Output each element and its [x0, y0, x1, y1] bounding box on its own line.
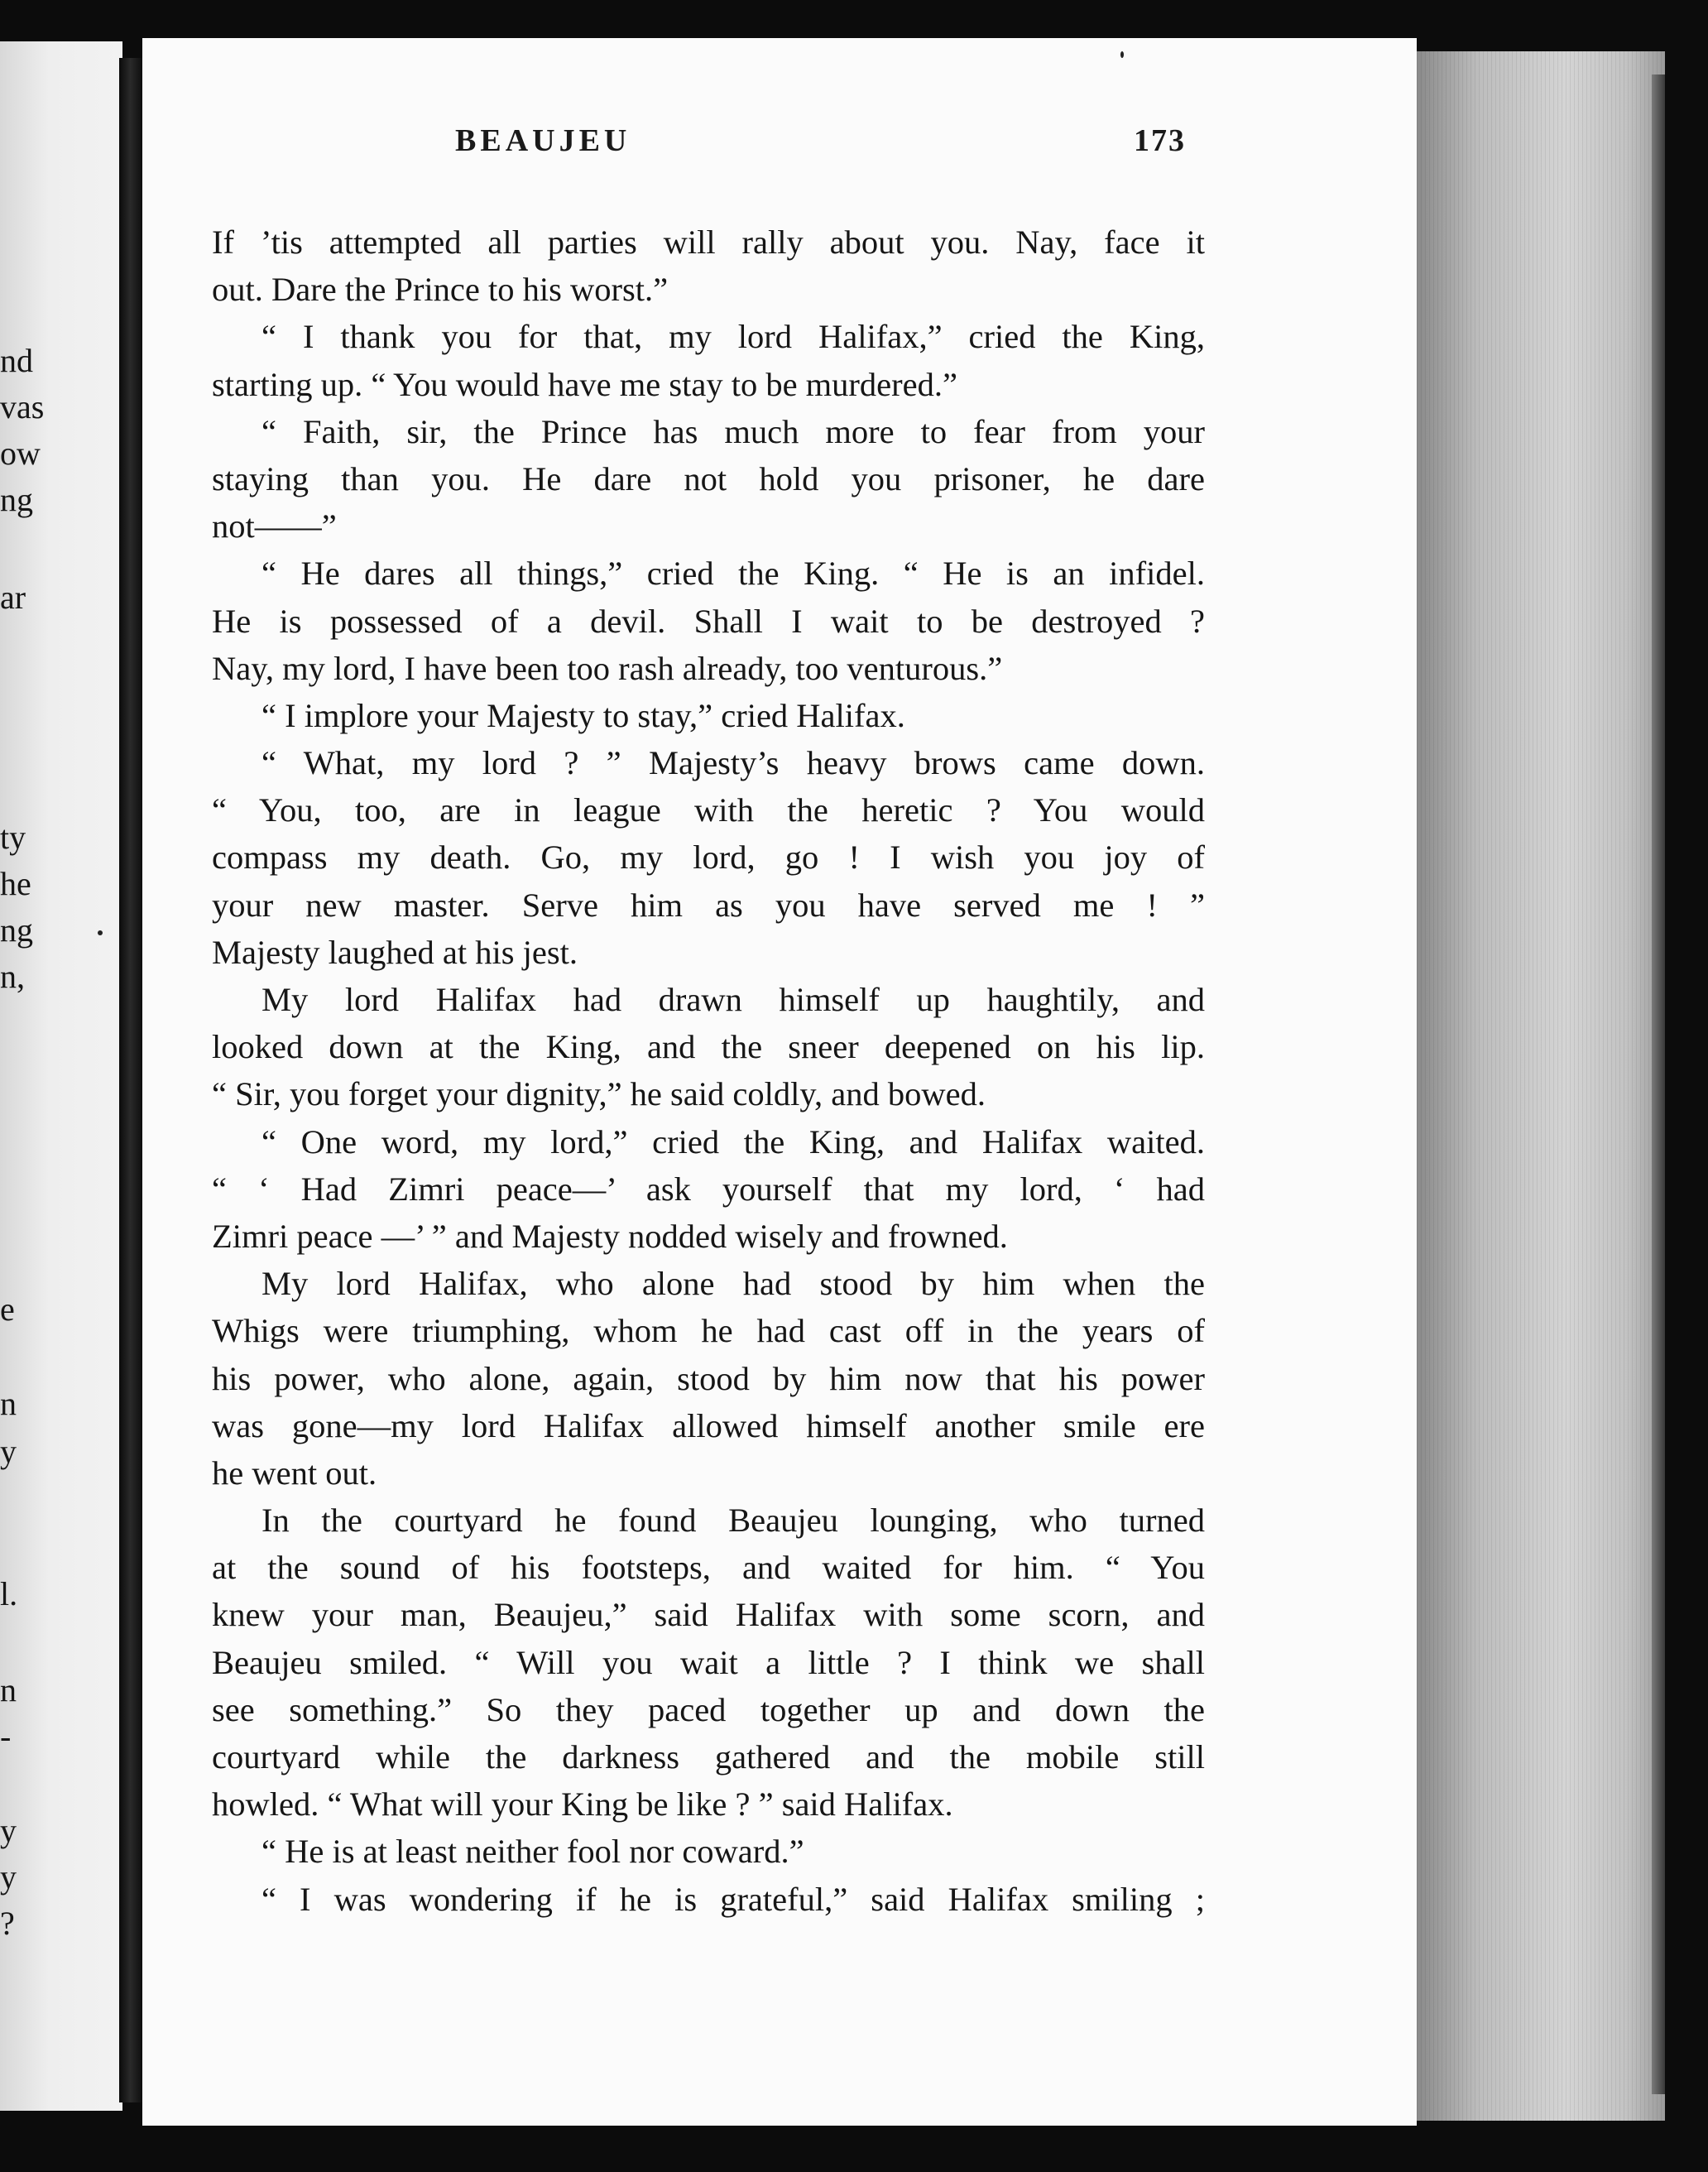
- facing-page-text: y: [0, 1812, 17, 1849]
- facing-page-text: -: [0, 1718, 12, 1755]
- text-line: “ He is at least neither fool nor coward.”: [261, 1833, 804, 1871]
- text-line: “ ‘ Had Zimri peace—’ ask yourself that my lord, ‘ had: [212, 1170, 1205, 1208]
- facing-page-text: he: [0, 865, 31, 902]
- text-line: Beaujeu smiled. “ Will you wait a little ? I think we shall: [212, 1643, 1205, 1681]
- text-line: “ One word, my lord,” cried the King, and Halifax waited.: [261, 1122, 1205, 1160]
- page-edges: [1417, 51, 1665, 2121]
- text-line: his power, who alone, again, stood by him now that his power: [212, 1359, 1205, 1397]
- text-line: looked down at the King, and the sneer deepened on his lip.: [212, 1028, 1205, 1066]
- text-line: Zimri peace —’ ” and Majesty nodded wisely and frowned.: [212, 1217, 1008, 1255]
- text-line: If ’tis attempted all parties will rally about you. Nay, face it: [212, 223, 1205, 261]
- text-line: In the courtyard he found Beaujeu lounging, who turned: [261, 1502, 1205, 1540]
- facing-page-text: n,: [0, 958, 25, 995]
- text-line: courtyard while the darkness gathered and the mobile still: [212, 1738, 1205, 1776]
- text-line: at the sound of his footsteps, and waited for him. “ You: [212, 1549, 1205, 1587]
- facing-page-text: ?: [0, 1905, 15, 1942]
- text-line: see something.” So they paced together up and down the: [212, 1690, 1205, 1728]
- facing-page-text: vas: [0, 388, 45, 425]
- text-line: “ I implore your Majesty to stay,” cried Halifax.: [261, 696, 905, 734]
- facing-page-text: l.: [0, 1575, 18, 1612]
- facing-page-text: ow: [0, 435, 41, 472]
- scan-speck: [1120, 51, 1124, 58]
- text-line: Whigs were triumphing, whom he had cast off in the years of: [212, 1312, 1205, 1350]
- text-line: your new master. Serve him as you have served me ! ”: [212, 886, 1205, 924]
- facing-page-text: ng: [0, 481, 33, 518]
- text-line: “ Faith, sir, the Prince has much more to fear from your: [261, 412, 1205, 450]
- cover-edge: [1652, 74, 1665, 2094]
- text-line: “ What, my lord ? ” Majesty’s heavy brows came down.: [261, 744, 1205, 782]
- facing-page-fragment: [0, 41, 122, 2111]
- text-line: “ I thank you for that, my lord Halifax,” cried the King,: [261, 318, 1205, 356]
- running-head-title: BEAUJEU: [455, 123, 631, 158]
- text-line: “ He dares all things,” cried the King. “ He is an infidel.: [261, 555, 1205, 593]
- text-line: starting up. “ You would have me stay to be murdered.”: [212, 365, 957, 403]
- text-line: knew your man, Beaujeu,” said Halifax with some scorn, and: [212, 1596, 1205, 1634]
- text-line: howled. “ What will your King be like ? ” said Halifax.: [212, 1785, 953, 1824]
- text-line: “ Sir, you forget your dignity,” he said coldly, and bowed.: [212, 1075, 986, 1113]
- facing-page-text: ng: [0, 911, 33, 949]
- text-line: he went out.: [212, 1454, 377, 1492]
- book-gutter: [119, 58, 144, 2102]
- facing-page-text: n: [0, 1385, 17, 1422]
- scan-speck: [98, 930, 103, 935]
- text-line: My lord Halifax, who alone had stood by him when the: [261, 1265, 1205, 1303]
- text-line: “ I was wondering if he is grateful,” said Halifax smiling ;: [261, 1880, 1205, 1918]
- text-line: was gone—my lord Halifax allowed himself another smile ere: [212, 1406, 1205, 1444]
- body-text: [212, 219, 1205, 1923]
- facing-page-text: y: [0, 1433, 17, 1470]
- text-line: compass my death. Go, my lord, go ! I wish you joy of: [212, 839, 1205, 877]
- facing-page-text: nd: [0, 342, 33, 379]
- running-head: [447, 113, 1186, 171]
- text-line: My lord Halifax had drawn himself up haughtily, and: [261, 981, 1205, 1018]
- page-number: 173: [1134, 123, 1186, 158]
- facing-page-text: y: [0, 1858, 17, 1896]
- text-line: out. Dare the Prince to his worst.”: [212, 271, 669, 309]
- text-line: staying than you. He dare not hold you prisoner, he dare: [212, 459, 1205, 497]
- text-line: Nay, my lord, I have been too rash already, too venturous.”: [212, 649, 1003, 687]
- facing-page-text: ty: [0, 819, 26, 856]
- text-line: not——”: [212, 507, 337, 545]
- text-line: Majesty laughed at his jest.: [212, 933, 578, 971]
- text-line: He is possessed of a devil. Shall I wait to be destroyed ?: [212, 602, 1205, 640]
- facing-page-text: ar: [0, 579, 26, 616]
- facing-page-text: n: [0, 1671, 17, 1708]
- text-line: “ You, too, are in league with the heretic ? You would: [212, 791, 1205, 829]
- facing-page-text: e: [0, 1290, 15, 1328]
